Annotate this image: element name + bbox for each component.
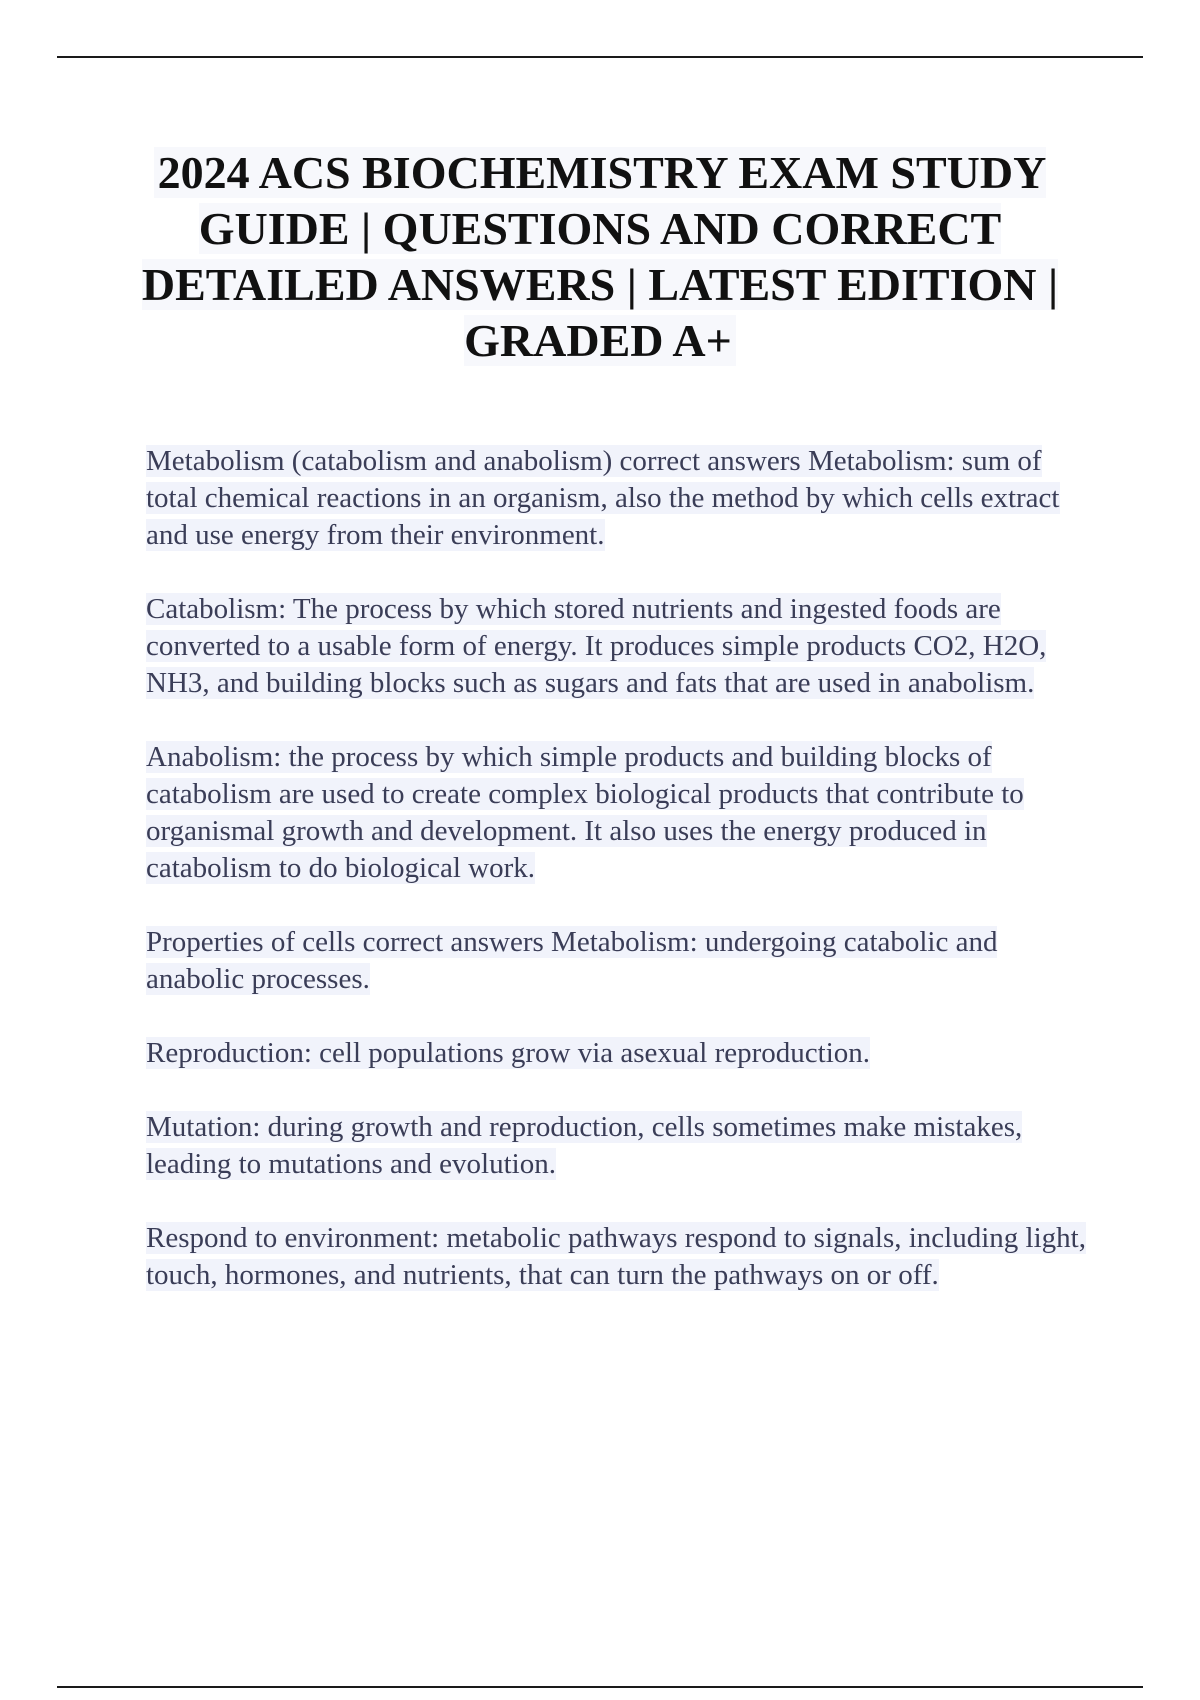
bottom-rule — [57, 1686, 1143, 1688]
paragraph-text: Properties of cells correct answers Metabolism: undergoing catabolic and anabolic processes. — [146, 926, 998, 995]
paragraph-catabolism — [146, 591, 1096, 702]
paragraph-text: Metabolism (catabolism and anabolism) correct answers Metabolism: sum of total chemical reactions in an organism, also the method by which cells extract and use energy from their environment. — [146, 445, 1060, 551]
paragraph-text: Mutation: during growth and reproduction, cells sometimes make mistakes, leading to mutations and evolution. — [146, 1111, 1023, 1180]
paragraph-properties-of-cells — [146, 924, 1096, 998]
top-rule — [57, 56, 1143, 58]
page-title-text: 2024 ACS BIOCHEMISTRY EXAM STUDY GUIDE | QUESTIONS AND CORRECT DETAILED ANSWERS | LATEST EDITION | GRADED A+ — [141, 147, 1059, 366]
paragraph-text: Catabolism: The process by which stored nutrients and ingested foods are converted to a usable form of energy. It produces simple products CO2, H2O, NH3, and building blocks such as sugars and fats that are used in anabolism. — [146, 593, 1047, 699]
document-body — [146, 443, 1096, 1331]
page-title — [120, 145, 1080, 369]
paragraph-anabolism — [146, 739, 1096, 887]
paragraph-text: Reproduction: cell populations grow via asexual reproduction. — [146, 1037, 871, 1069]
paragraph-reproduction — [146, 1035, 1096, 1072]
paragraph-mutation — [146, 1109, 1096, 1183]
paragraph-metabolism — [146, 443, 1096, 554]
paragraph-respond-to-environment — [146, 1220, 1096, 1294]
paragraph-text: Anabolism: the process by which simple products and building blocks of catabolism are used to create complex biological products that contribute to organismal growth and development. It also uses the energy produced in catabolism to do biological work. — [146, 741, 1024, 884]
paragraph-text: Respond to environment: metabolic pathways respond to signals, including light, touch, hormones, and nutrients, that can turn the pathways on or off. — [146, 1222, 1086, 1291]
